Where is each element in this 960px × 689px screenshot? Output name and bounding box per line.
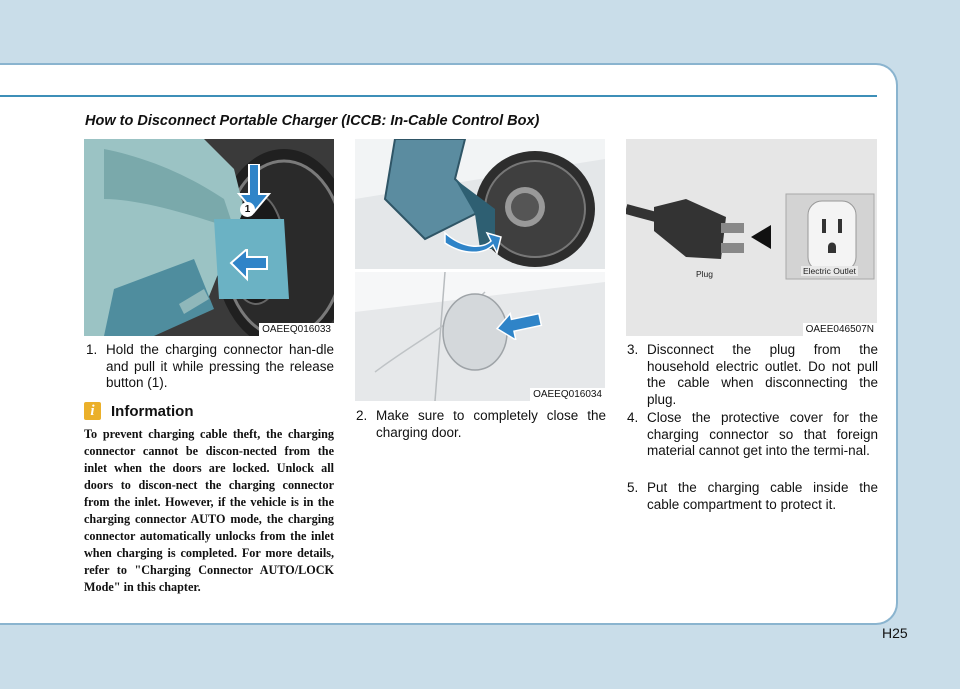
step-text: Disconnect the plug from the household electric outlet. Do not pull the cable when disconnecting the plug. — [647, 342, 878, 407]
figure-code: OAEEQ016034 — [530, 388, 605, 401]
step-number: 3. — [627, 342, 639, 357]
close-door-arrow-icon — [443, 227, 503, 257]
information-heading — [84, 402, 194, 420]
information-icon: i — [84, 402, 101, 420]
figure-code: OAEEQ016033 — [259, 323, 334, 336]
step-number: 2. — [356, 408, 368, 423]
figure-charging-door-open — [355, 139, 605, 269]
step-3 — [627, 342, 878, 408]
step-number: 4. — [627, 410, 639, 425]
pull-arrow-icon — [229, 249, 269, 283]
step-2 — [356, 408, 606, 441]
step-number: 5. — [627, 480, 639, 495]
door-closed-illustration — [355, 272, 605, 401]
push-door-arrow-icon — [495, 312, 543, 340]
page-number: H25 — [882, 625, 908, 641]
electric-outlet-label: Electric Outlet — [803, 266, 856, 276]
figure-disconnect-connector — [84, 139, 334, 336]
header-rule — [0, 95, 877, 97]
figure-plug-outlet — [626, 139, 877, 336]
step-number: 1. — [86, 342, 98, 357]
figure-charging-door-closed — [355, 272, 605, 401]
figure-code: OAEE046507N — [803, 323, 877, 336]
step-text: Hold the charging connector han-dle and pull it while pressing the release button (1). — [106, 342, 334, 390]
step-5 — [627, 480, 878, 513]
plug-label: Plug — [696, 269, 714, 279]
step-text: Make sure to completely close the charging door. — [376, 408, 606, 440]
information-body: To prevent charging cable theft, the charging connector cannot be discon-nected from the inlet when the doors are locked. Unlock all doors to discon-nect the charging connector from the inlet. However, if the vehicle is in the charging connector AUTO mode, the charging connector automatically unlocks from the inlet when charging is completed. For more details, refer to "Charging Connector AUTO/LOCK Mode" in this chapter. — [84, 427, 334, 595]
plug-outlet-illustration — [626, 139, 877, 336]
connector-illustration — [84, 139, 334, 336]
step-text: Close the protective cover for the charging connector so that foreign material cannot get into the termi-nal. — [647, 410, 878, 458]
step-text: Put the charging cable inside the cable compartment to protect it. — [647, 480, 878, 512]
step-1 — [86, 342, 334, 392]
section-title: How to Disconnect Portable Charger (ICCB: In-Cable Control Box) — [85, 113, 540, 129]
step-4 — [627, 410, 878, 460]
information-title: Information — [111, 402, 194, 420]
callout-1: 1 — [240, 202, 255, 217]
